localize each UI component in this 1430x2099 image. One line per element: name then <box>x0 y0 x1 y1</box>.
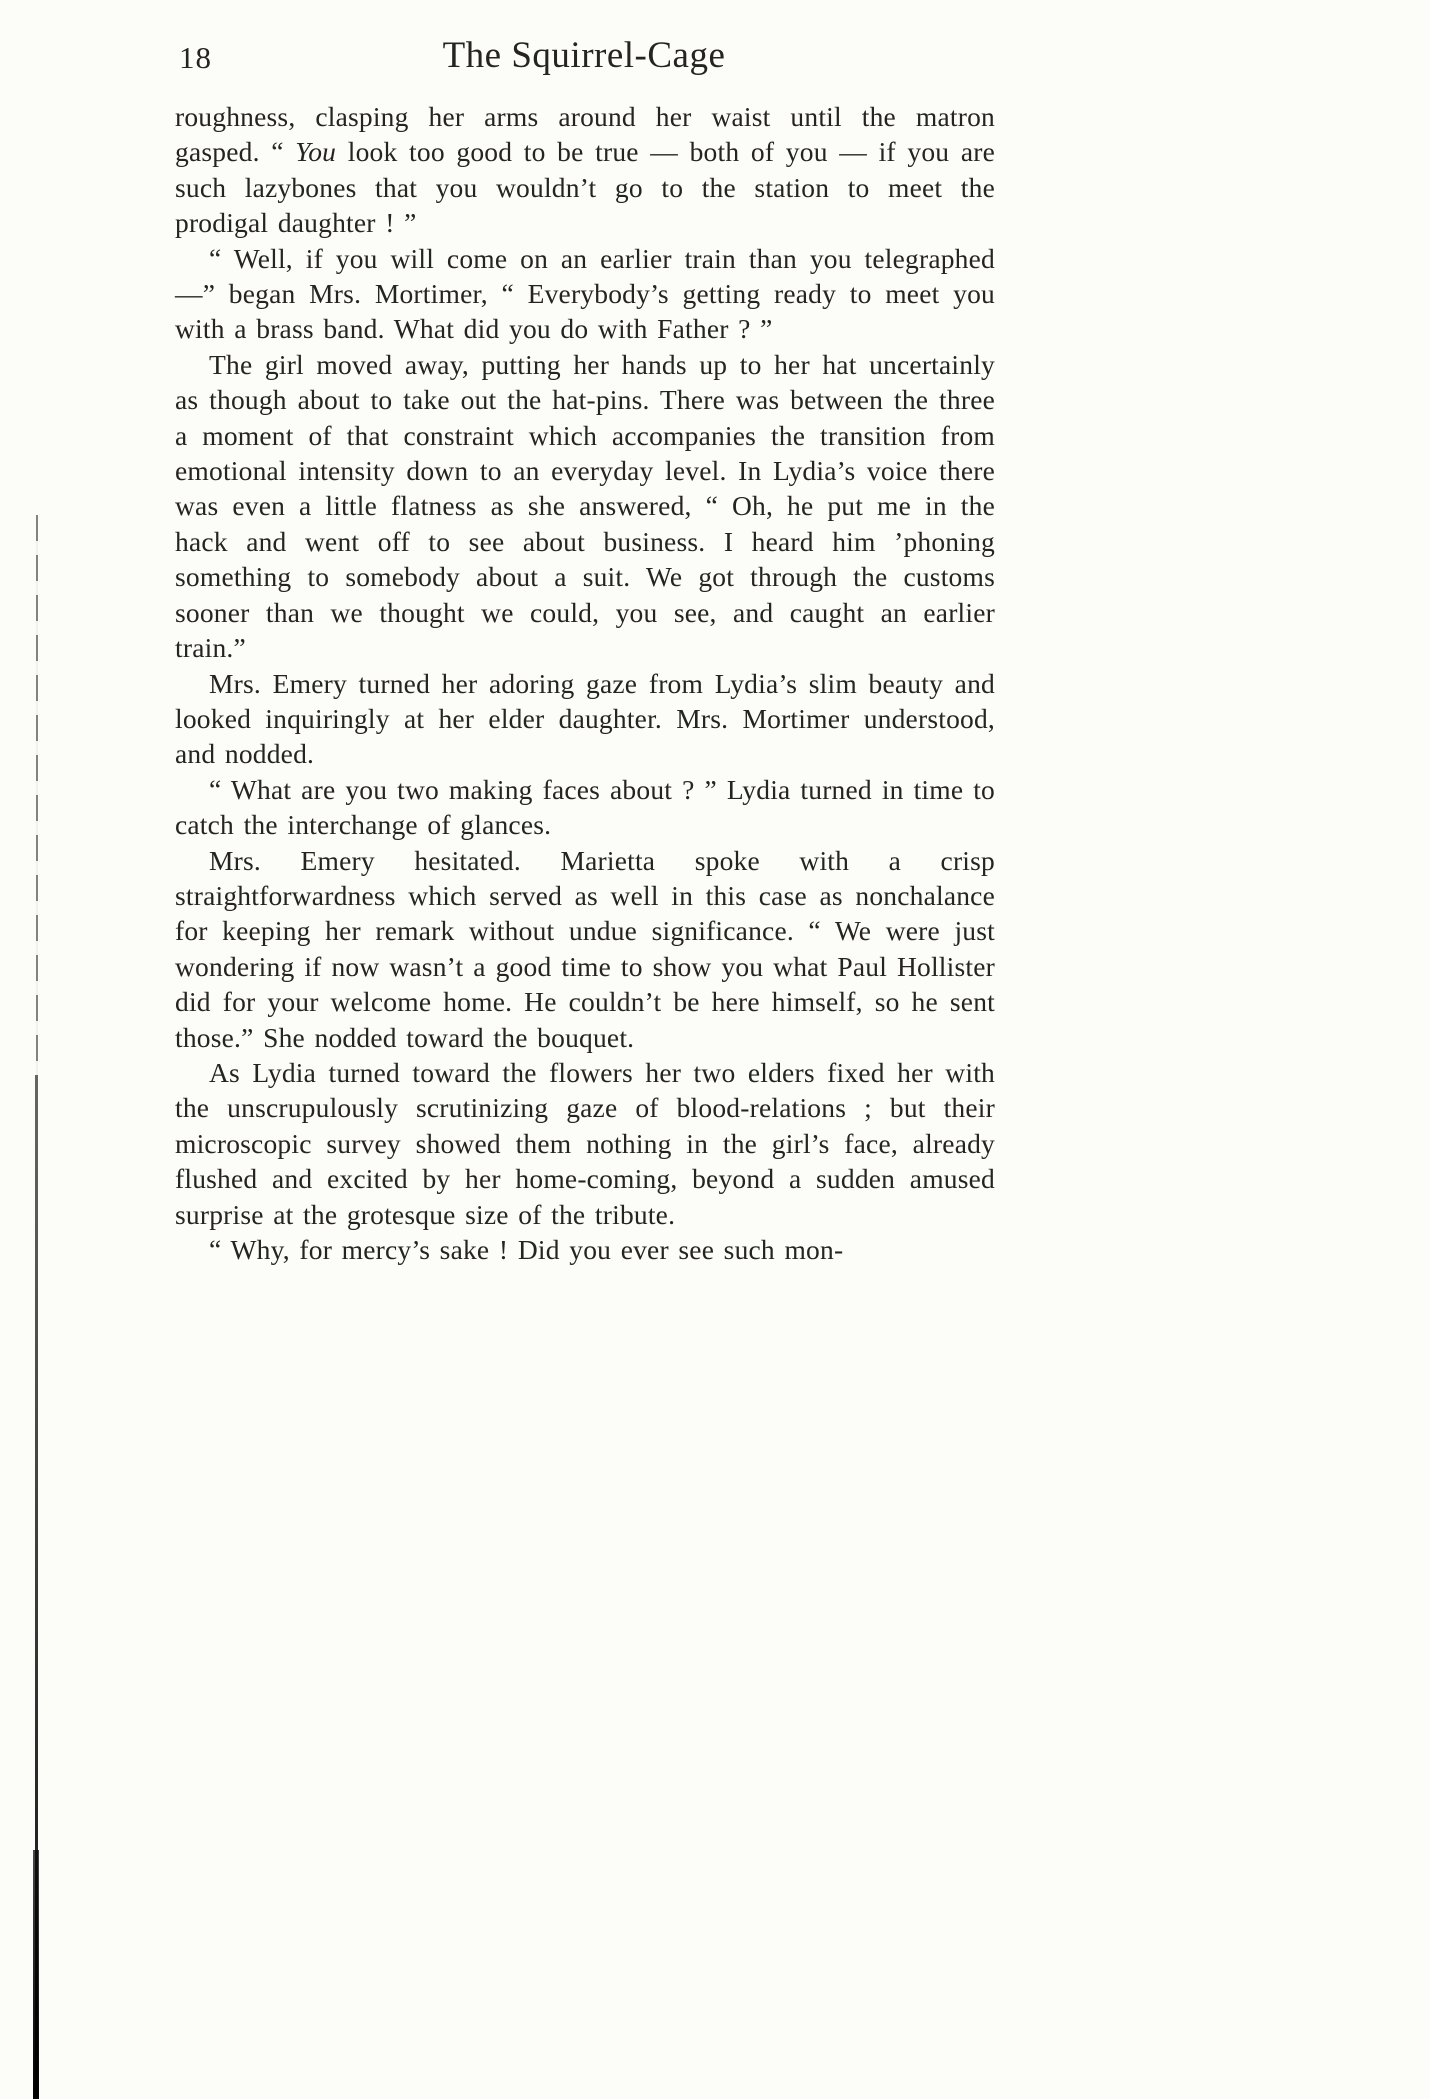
body-text: “ Why, for mercy’s sake ! Did you ever see such mon- <box>209 1234 844 1265</box>
scan-artifact-line-upper <box>36 515 38 1075</box>
paragraph <box>175 1055 995 1232</box>
scan-artifact-line-foot <box>33 1850 39 2099</box>
paragraph <box>175 241 995 347</box>
body-text: As Lydia turned toward the flowers her two elders fixed her with the unscrupulously scrutinizing gaze of blood-relations ; but their microscopic survey showed them nothing in the girl’s face, already flushed and excited by her home-coming, beyond a sudden amused surprise at the grotesque size of the tribute. <box>175 1056 995 1230</box>
page-text <box>175 99 995 1267</box>
body-text: roughness, clasping her arms around her waist until the matron gasped. “ <box>175 101 995 168</box>
page-header <box>175 34 993 86</box>
body-text: The girl moved away, putting her hands up to her hat uncertainly as though about to take out the hat-pins. There was between the three a moment of that constraint which accompanies the transition from emotional intensity down to an everyday level. In Lydia’s voice there was even a little flatness as she answered, “ Oh, he put me in the hack and went off to see about business. I heard him ’phoning something to somebody about a suit. We got through the customs sooner than we thought we could, you see, and caught an earlier train.” <box>175 348 995 664</box>
body-text: Mrs. Emery hesitated. Marietta spoke with a crisp straightforwardness which served as well in this case as nonchalance for keeping her remark without undue significance. “ We were just wondering if now wasn’t a good time to show you what Paul Hollister did for your welcome home. He couldn’t be here himself, so he sent those.” She nodded toward the bouquet. <box>175 844 995 1053</box>
running-title: The Squirrel-Cage <box>442 35 726 76</box>
paragraph <box>175 347 995 666</box>
body-text: “ Well, if you will come on an earlier train than you telegraphed —” began Mrs. Mortimer, “ Everybody’s getting ready to meet you with a brass band. What did you do with Father ? ” <box>175 242 995 345</box>
italic-text: You <box>295 136 337 168</box>
paragraph <box>175 1232 995 1267</box>
body-text: look too good to be true — both of you — if you are such lazybones that you wouldn’t go to the station to meet the prodigal daughter ! ” <box>175 136 995 239</box>
paragraph <box>175 666 995 772</box>
page-number: 18 <box>179 40 212 75</box>
paragraph <box>175 772 995 843</box>
body-text: Mrs. Emery turned her adoring gaze from Lydia’s slim beauty and looked inquiringly at her elder daughter. Mrs. Mortimer understood, and nodded. <box>175 667 995 770</box>
body-text: “ What are you two making faces about ? ” Lydia turned in time to catch the interchange of glances. <box>175 773 995 841</box>
paragraph <box>175 843 995 1055</box>
paragraph <box>175 99 995 241</box>
